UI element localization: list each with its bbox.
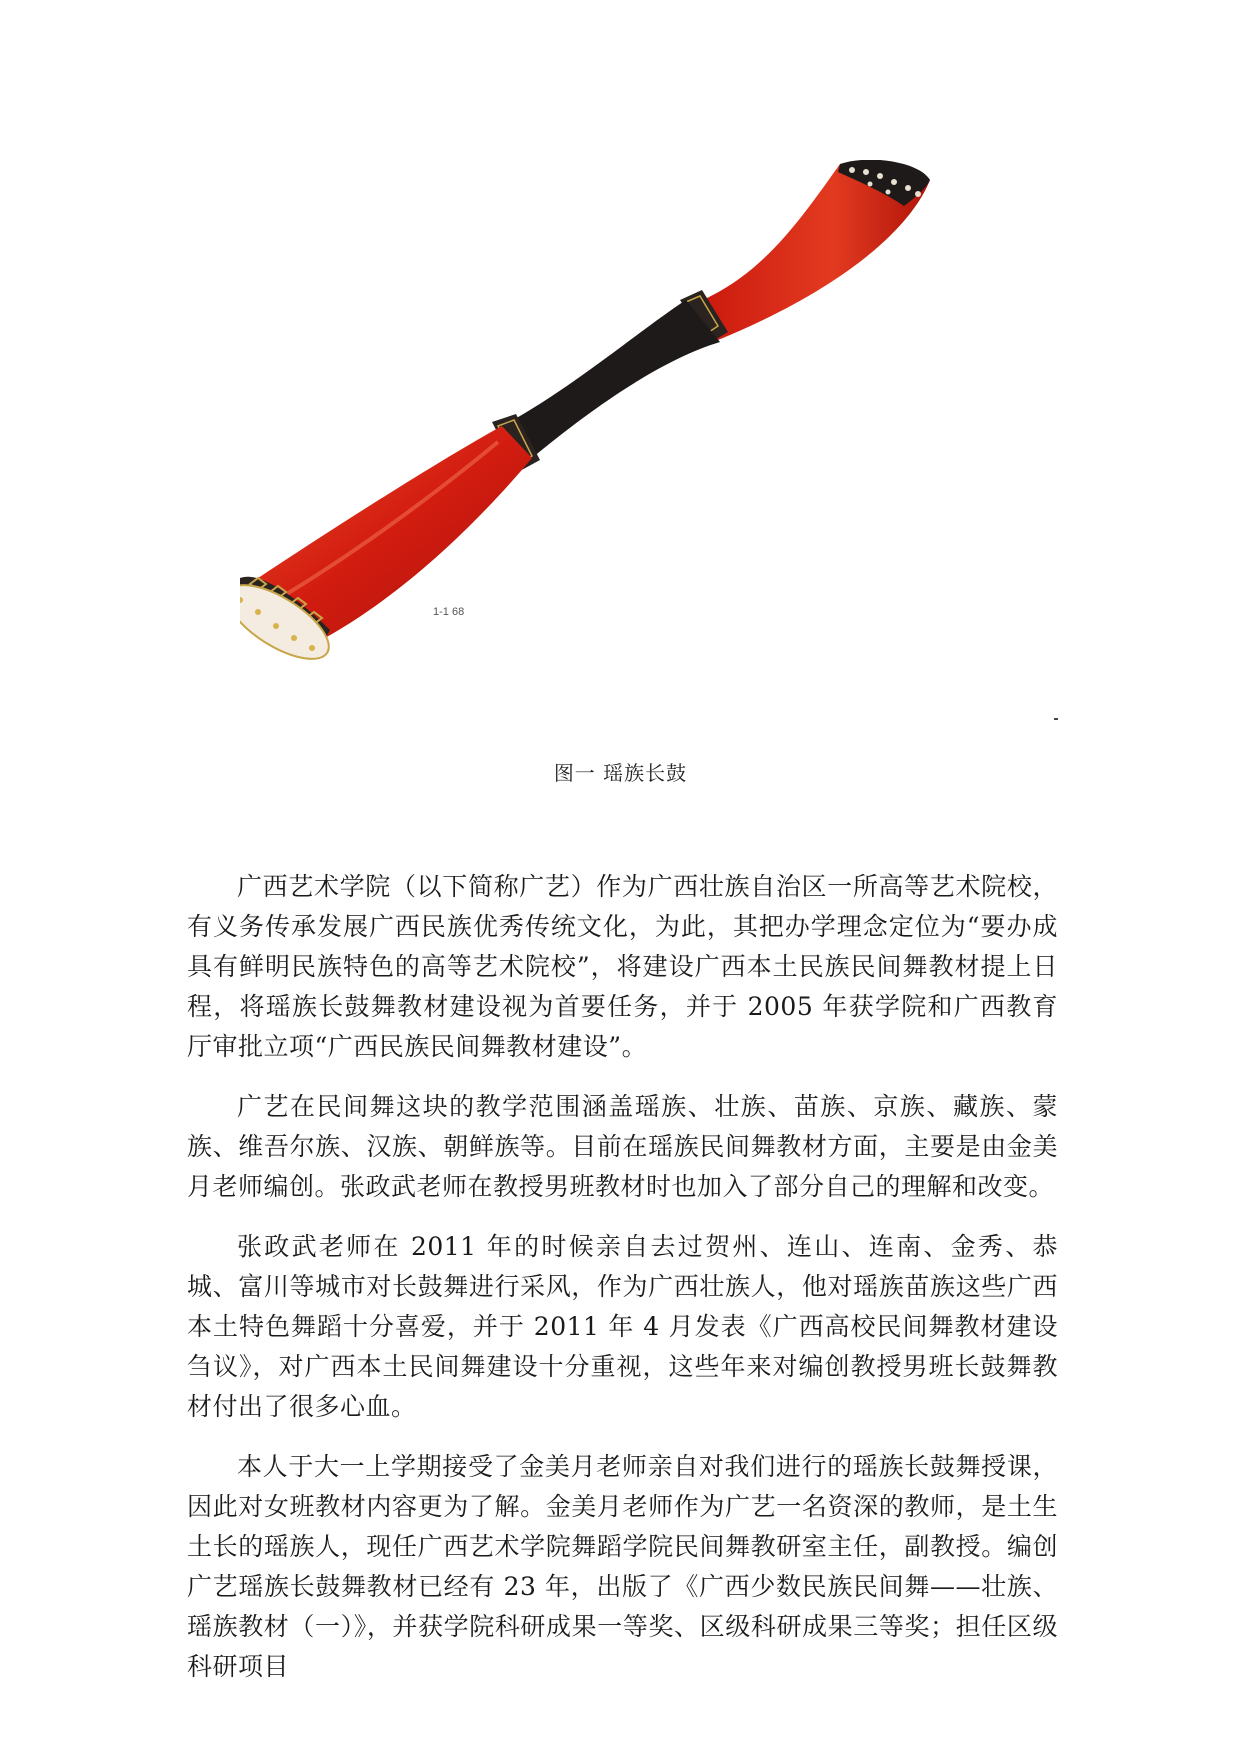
paragraph: 张政武老师在 2011 年的时候亲自去过贺州、连山、连南、金秀、恭城、富川等城市对长鼓舞进行采风，作为广西壮族人，他对瑶族苗族这些广西本土特色舞蹈十分喜爱，并于 2011 年 4 月发表《广西高校民间舞教材建设刍议》，对广西本土民间舞建设十分重视，这些年来对编创教授男班长鼓舞教材付出了很多心血。 bbox=[187, 1232, 1058, 1421]
drum-waist bbox=[502, 300, 720, 458]
figure-caption: 图一 瑶族长鼓 bbox=[553, 761, 688, 785]
drum-figure bbox=[240, 160, 1080, 740]
scan-mark bbox=[1054, 718, 1058, 720]
yao-long-drum-icon bbox=[240, 160, 1080, 740]
paragraph: 广西艺术学院（以下简称广艺）作为广西壮族自治区一所高等艺术院校，有义务传承发展广西民族优秀传统文化，为此，其把办学理念定位为“要办成具有鲜明民族特色的高等艺术院校”，将建设广西本土民族民间舞教材提上日程，将瑶族长鼓舞教材建设视为首要任务，并于 2005 年获学院和广西教育厅审批立项“广西民族民间舞教材建设”。 bbox=[187, 872, 1058, 1061]
body-text bbox=[187, 867, 1058, 1707]
figure-image-label: 1-1 68 bbox=[433, 606, 465, 618]
paragraph: 本人于大一上学期接受了金美月老师亲自对我们进行的瑶族长鼓舞授课，因此对女班教材内容更为了解。金美月老师作为广艺一名资深的教师，是土生土长的瑶族人，现任广西艺术学院舞蹈学院民间舞教研室主任，副教授。编创广艺瑶族长鼓舞教材已经有 23 年，出版了《广西少数民族民间舞——壮族、瑶族教材（一）》，并获学院科研成果一等奖、区级科研成果三等奖；担任区级科研项目 bbox=[187, 1452, 1058, 1681]
paragraph: 广艺在民间舞这块的教学范围涵盖瑶族、壮族、苗族、京族、藏族、蒙族、维吾尔族、汉族、朝鲜族等。目前在瑶族民间舞教材方面，主要是由金美月老师编创。张政武老师在教授男班教材时也加入了部分自己的理解和改变。 bbox=[187, 1092, 1058, 1201]
